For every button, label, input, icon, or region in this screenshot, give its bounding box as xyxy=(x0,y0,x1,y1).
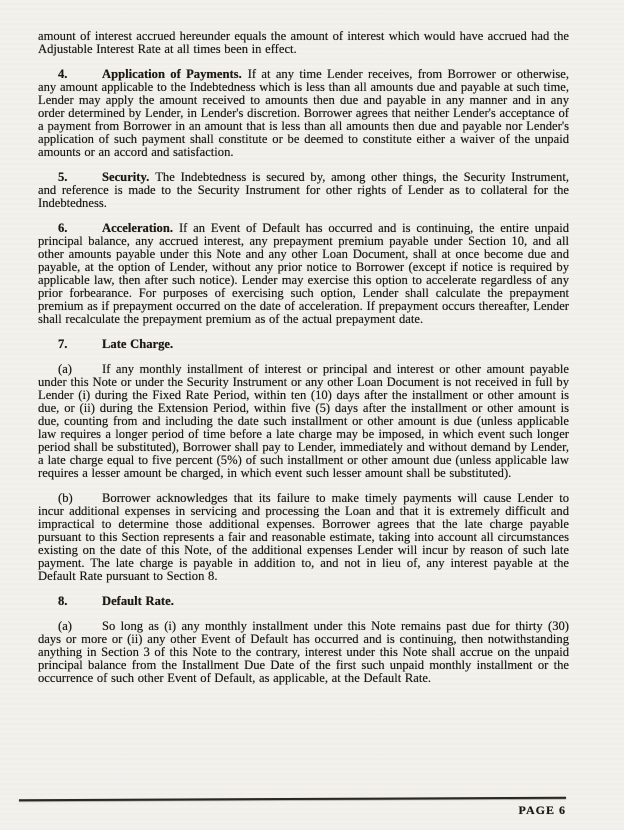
section-4-text: If at any time Lender receives, from Borrower or otherwise, any amount applicable to the Indebtedness which is less than all amounts due and payable at such time, Lender may apply the amount received to amounts then due and payable in any manner and in any order determined by Lender, in Lender's discretion. Borrower agrees that neither Lender's acceptance of a payment from Borrower in an amount that is less than all amounts then due and payable nor Lender's application of such payment shall constitute or be deemed to constitute either a waiver of the unpaid amounts or an accord and satisfaction. xyxy=(38,67,569,159)
section-8a-paragraph xyxy=(38,620,569,685)
section-8-heading-paragraph xyxy=(38,595,569,608)
section-8a-marker: (a) xyxy=(58,619,72,633)
section-7-heading-paragraph xyxy=(38,338,569,351)
section-6-paragraph xyxy=(38,222,569,326)
section-7-heading: Late Charge. xyxy=(102,337,174,351)
section-4-paragraph xyxy=(38,68,569,159)
section-7a-text: If any monthly installment of interest or principal and interest or other amount payable under this Note or under the Security Instrument or any other Loan Document is not received in full by Lender (i) during the Fixed Rate Period, within ten (10) days after the installment or other amount is due, or (ii) during the Extension Period, within five (5) days after the installment or other amount is due, counting from and including the date such installment or other amount is due (unless applicable law requires a longer period of time before a late charge may be imposed, in which event such longer period shall be substituted), Borrower shall pay to Lender, immediately and without demand by Lender, a late charge equal to five percent (5%) of such installment or other amount due (unless applicable law requires a lesser amount be charged, in which event such lesser amount shall be substituted). xyxy=(38,362,569,480)
section-8a-text: So long as (i) any monthly installment under this Note remains past due for thirty (30) days or more or (ii) any other Event of Default has occurred and is continuing, then notwithstanding anything in Section 3 of this Note to the contrary, interest under this Note shall accrue on the unpaid principal balance from the Installment Due Date of the first such unpaid monthly installment or the occurrence of such other Event of Default, as applicable, at the Default Rate. xyxy=(38,619,569,685)
continuation-text: amount of interest accrued hereunder equals the amount of interest which would have accrued had the Adjustable Interest Rate at all times been in effect. xyxy=(38,29,569,56)
section-6-heading: Acceleration. xyxy=(102,221,173,235)
section-7a-marker: (a) xyxy=(58,362,72,376)
document-body xyxy=(38,30,569,685)
section-7-number: 7. xyxy=(58,337,68,351)
section-7b-text: Borrower acknowledges that its failure to make timely payments will cause Lender to incur additional expenses in servicing and processing the Loan and that it is extremely difficult and impractical to determine those additional expenses. Borrower agrees that the late charge payable pursuant to this Section represents a fair and reasonable estimate, taking into account all circumstances existing on the date of this Note, of the additional expenses Lender will incur by reason of such late payment. The late charge is payable in addition to, and not in lieu of, any interest payable at the Default Rate pursuant to Section 8. xyxy=(38,491,569,583)
section-7a-paragraph xyxy=(38,363,569,480)
section-5-text: The Indebtedness is secured by, among other things, the Security Instrument, and reference is made to the Security Instrument for other rights of Lender as to collateral for the Indebtedness. xyxy=(38,170,569,210)
section-6-text: If an Event of Default has occurred and is continuing, the entire unpaid principal balance, any accrued interest, any prepayment premium payable under Section 10, and all other amounts payable under this Note and any other Loan Document, shall at once become due and payable, at the option of Lender, without any prior notice to Borrower (except if notice is required by applicable law, then after such notice). Lender may exercise this option to accelerate regardless of any prior forbearance. For purposes of exercising such option, Lender shall calculate the prepayment premium as if prepayment occurred on the date of acceleration. If prepayment occurs thereafter, Lender shall recalculate the prepayment premium as of the actual prepayment date. xyxy=(38,221,569,326)
section-5-number: 5. xyxy=(58,170,68,184)
section-6-number: 6. xyxy=(58,221,68,235)
section-4-heading: Application of Payments. xyxy=(102,67,242,81)
section-4-number: 4. xyxy=(58,67,68,81)
section-7b-paragraph xyxy=(38,492,569,583)
section-8-heading: Default Rate. xyxy=(102,594,174,608)
page-number: PAGE 6 xyxy=(518,803,566,817)
section-5-paragraph xyxy=(38,171,569,210)
section-8-number: 8. xyxy=(58,594,68,608)
section-7b-marker: (b) xyxy=(58,491,73,505)
footer-rule xyxy=(19,797,566,801)
continuation-paragraph xyxy=(38,30,569,56)
section-5-heading: Security. xyxy=(102,170,150,184)
